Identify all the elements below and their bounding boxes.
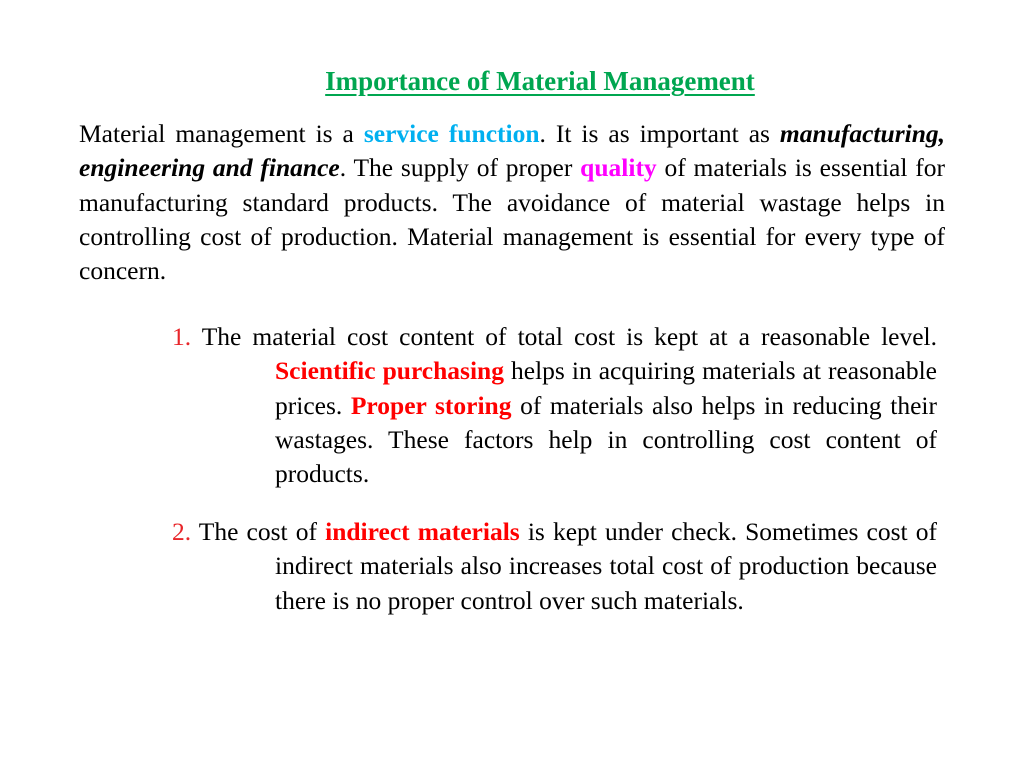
text: The material cost content of total cost is kept at a reasonable level. xyxy=(191,322,937,351)
text: of materials also helps in reducing their wastages. These factors help in controlling cost content of products. xyxy=(275,390,937,489)
list-item xyxy=(172,515,937,618)
page-title: Importance of Material Management xyxy=(325,66,755,96)
text: of materials is essential for manufacturing standard products. The avoidance of material wastage helps in controlling cost of production. Material management is essential for every type of concern. xyxy=(79,153,945,286)
highlight-service-function: service function xyxy=(363,119,540,148)
intro-paragraph xyxy=(79,117,945,288)
highlight-indirect-materials: indirect materials xyxy=(325,517,520,546)
text: . The supply of proper xyxy=(339,153,581,183)
item-number: 2. xyxy=(172,517,192,546)
text: Material management is a xyxy=(79,119,364,148)
list-item xyxy=(172,320,938,491)
highlight-functions: manufacturing, engineering and finance xyxy=(79,119,946,183)
text: is kept under check. Sometimes cost of indirect materials also increases total cost of production because there is no proper control over such materials. xyxy=(275,517,937,615)
item-number: 1. xyxy=(172,322,192,351)
highlight-quality: quality xyxy=(580,153,657,183)
text: . It is as important as xyxy=(539,119,780,148)
highlight-proper-storing: Proper storing xyxy=(350,390,512,420)
text: helps in acquiring materials at reasonable prices. xyxy=(275,356,938,420)
text: The cost of xyxy=(191,517,326,546)
highlight-scientific-purchasing: Scientific purchasing xyxy=(275,356,504,386)
